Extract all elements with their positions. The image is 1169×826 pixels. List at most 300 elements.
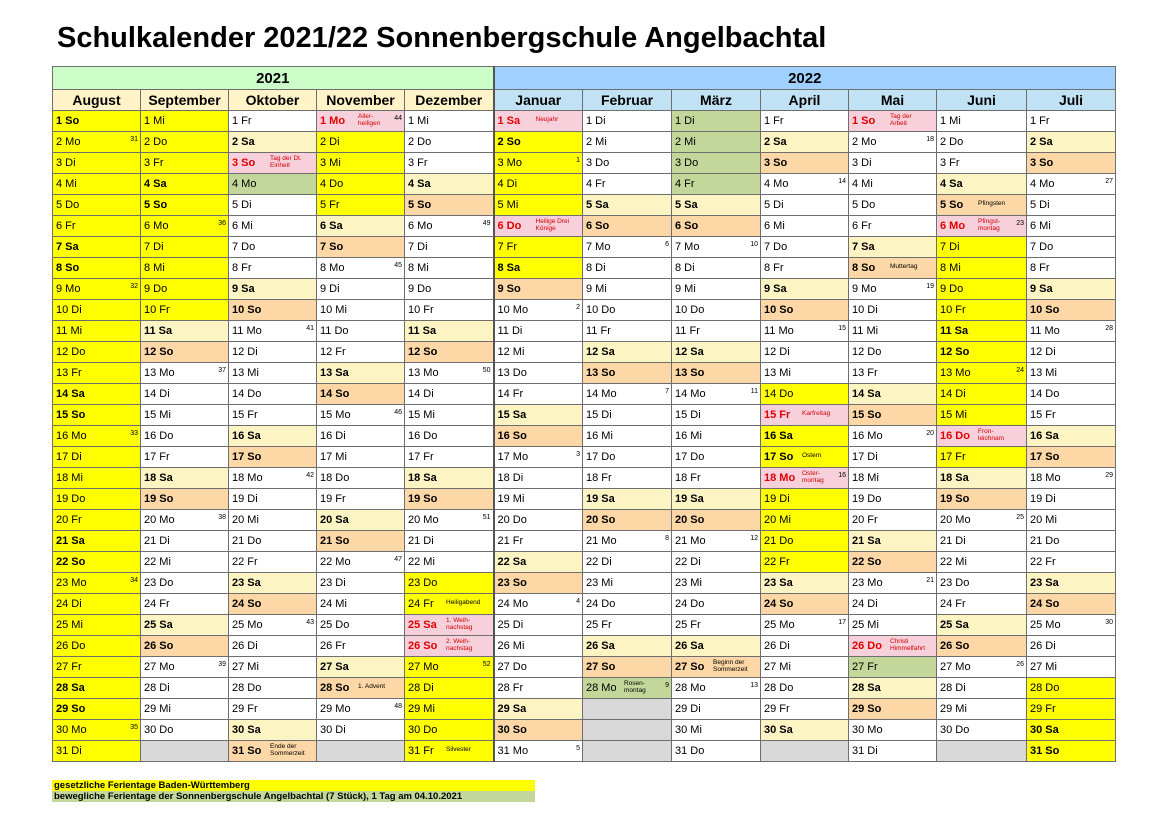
day-label: 5 Mi — [497, 199, 519, 211]
day-cell — [672, 384, 761, 405]
day-cell — [937, 426, 1027, 447]
day-label: 19 So — [144, 493, 174, 505]
day-label: 22 Mi — [144, 556, 171, 568]
day-label: 6 So — [675, 220, 699, 232]
day-label: 1 Di — [675, 115, 695, 127]
day-cell — [53, 615, 141, 636]
day-cell — [53, 195, 141, 216]
day-cell — [849, 132, 937, 153]
day-cell — [405, 573, 494, 594]
day-label: 10 Mi — [320, 304, 347, 316]
day-label: 11 Di — [497, 325, 523, 337]
day-cell — [849, 489, 937, 510]
day-label: 15 Sa — [497, 409, 527, 421]
day-cell — [141, 720, 229, 741]
table-row — [53, 594, 1116, 615]
day-cell — [317, 657, 405, 678]
day-cell — [937, 657, 1027, 678]
day-cell — [494, 531, 583, 552]
week-number: 7 — [665, 388, 669, 395]
day-label: 2 Do — [940, 136, 964, 148]
day-label: 9 Do — [940, 283, 964, 295]
day-label: 17 Mi — [320, 451, 347, 463]
day-label: 23 Mi — [675, 577, 702, 589]
day-label: 30 Di — [320, 724, 346, 736]
day-label: 9 Sa — [232, 283, 255, 295]
day-label: 26 Di — [1030, 640, 1056, 652]
day-cell — [672, 594, 761, 615]
day-cell — [53, 279, 141, 300]
day-label: 14 Di — [144, 388, 170, 400]
day-label: 4 Sa — [408, 178, 431, 190]
year-header: 2022 — [494, 67, 1116, 90]
day-label: 22 Di — [675, 556, 701, 568]
day-cell — [761, 216, 849, 237]
day-label: 21 So — [320, 535, 350, 547]
table-row — [53, 468, 1116, 489]
day-cell — [761, 132, 849, 153]
day-cell — [1027, 405, 1116, 426]
day-cell — [53, 153, 141, 174]
day-note: Ende der Sommerzeit — [270, 743, 305, 757]
day-label: 27 Mo — [940, 661, 971, 673]
day-label: 19 Mi — [497, 493, 525, 505]
day-cell — [583, 447, 672, 468]
day-label: 28 Do — [1030, 682, 1060, 694]
day-label: 1 Mi — [144, 115, 165, 127]
day-cell — [672, 342, 761, 363]
day-cell — [849, 552, 937, 573]
day-cell — [141, 132, 229, 153]
day-cell — [229, 174, 317, 195]
day-cell — [317, 447, 405, 468]
day-label: 26 Fr — [320, 640, 346, 652]
day-label: 7 So — [320, 241, 344, 253]
day-label: 24 Do — [675, 598, 705, 610]
day-cell — [583, 153, 672, 174]
day-cell — [229, 573, 317, 594]
day-cell — [937, 615, 1027, 636]
day-cell — [761, 573, 849, 594]
day-cell — [849, 384, 937, 405]
day-label: 6 Fr — [852, 220, 872, 232]
day-label: 17 Do — [586, 451, 616, 463]
day-cell — [583, 531, 672, 552]
day-label: 13 Do — [497, 367, 527, 379]
day-cell — [405, 300, 494, 321]
table-row — [53, 342, 1116, 363]
day-label: 23 Sa — [764, 577, 793, 589]
day-label: 14 Do — [1030, 388, 1060, 400]
day-label: 20 Mi — [764, 514, 791, 526]
day-label: 13 Fr — [56, 367, 82, 379]
day-label: 3 Di — [852, 157, 872, 169]
day-label: 14 So — [320, 388, 350, 400]
day-cell — [672, 300, 761, 321]
day-cell — [761, 699, 849, 720]
day-cell — [53, 342, 141, 363]
day-cell — [405, 447, 494, 468]
empty-cell — [317, 741, 405, 762]
day-label: 21 Di — [408, 535, 434, 547]
week-number: 10 — [750, 241, 758, 248]
day-cell — [494, 216, 583, 237]
day-label: 20 Mi — [1030, 514, 1057, 526]
day-cell — [317, 405, 405, 426]
day-label: 8 Mi — [408, 262, 429, 274]
day-label: 5 So — [940, 199, 964, 211]
day-cell — [317, 321, 405, 342]
day-cell — [494, 363, 583, 384]
day-label: 18 Mo — [232, 472, 263, 484]
day-cell — [53, 720, 141, 741]
week-number: 50 — [482, 367, 491, 374]
day-cell — [761, 237, 849, 258]
day-cell — [937, 111, 1027, 132]
day-label: 12 Di — [1030, 346, 1056, 358]
week-number: 46 — [394, 409, 402, 416]
day-cell — [141, 636, 229, 657]
day-label: 21 Do — [764, 535, 794, 547]
day-label: 30 Mi — [675, 724, 702, 736]
day-cell — [317, 594, 405, 615]
day-label: 24 So — [1030, 598, 1060, 610]
day-cell — [229, 741, 317, 762]
day-label: 15 Fr — [232, 409, 258, 421]
day-label: 17 Di — [56, 451, 82, 463]
day-label: 7 Di — [408, 241, 428, 253]
day-label: 30 Mo — [852, 724, 883, 736]
day-cell — [761, 321, 849, 342]
day-cell — [761, 174, 849, 195]
day-cell — [53, 132, 141, 153]
day-cell — [1027, 531, 1116, 552]
day-label: 1 Mo — [320, 115, 346, 127]
day-cell — [761, 615, 849, 636]
day-label: 31 So — [1030, 745, 1060, 757]
day-cell — [849, 741, 937, 762]
day-label: 25 Mi — [852, 619, 879, 631]
empty-cell — [583, 699, 672, 720]
table-row — [53, 279, 1116, 300]
day-cell — [937, 468, 1027, 489]
day-cell — [937, 384, 1027, 405]
day-cell — [937, 342, 1027, 363]
year-header: 2021 — [53, 67, 494, 90]
day-cell — [494, 153, 583, 174]
day-cell — [494, 699, 583, 720]
day-label: 4 Mi — [852, 178, 873, 190]
day-label: 30 Do — [940, 724, 970, 736]
day-label: 13 Mi — [764, 367, 791, 379]
day-cell — [583, 174, 672, 195]
day-note: Tag der Arbeit — [890, 113, 912, 127]
day-label: 7 Sa — [852, 241, 875, 253]
day-cell — [53, 573, 141, 594]
day-label: 1 So — [56, 115, 80, 127]
day-label: 3 Do — [675, 157, 699, 169]
day-label: 6 Mi — [232, 220, 253, 232]
day-cell — [849, 699, 937, 720]
day-label: 28 Di — [940, 682, 966, 694]
day-label: 21 Do — [1030, 535, 1060, 547]
day-cell — [317, 678, 405, 699]
day-label: 10 Mo — [497, 304, 529, 316]
day-cell — [229, 405, 317, 426]
day-label: 6 Fr — [56, 220, 76, 232]
day-label: 27 So — [586, 661, 616, 673]
day-cell — [494, 594, 583, 615]
day-label: 13 So — [586, 367, 616, 379]
day-label: 19 Do — [852, 493, 882, 505]
day-cell — [405, 720, 494, 741]
day-cell — [494, 237, 583, 258]
day-label: 23 Do — [408, 577, 438, 589]
day-cell — [405, 132, 494, 153]
day-cell — [405, 552, 494, 573]
day-label: 17 So — [1030, 451, 1060, 463]
day-label: 11 Sa — [408, 325, 437, 337]
day-label: 3 Mi — [320, 157, 341, 169]
week-number: 3 — [576, 451, 580, 458]
day-label: 20 Mo — [940, 514, 971, 526]
day-label: 19 Fr — [320, 493, 346, 505]
week-number: 9 — [665, 682, 669, 689]
day-label: 2 Do — [408, 136, 432, 148]
day-note: Pfingsten — [978, 200, 1006, 207]
day-label: 4 Di — [497, 178, 518, 190]
day-label: 1 Fr — [232, 115, 252, 127]
day-cell — [494, 258, 583, 279]
day-cell — [761, 384, 849, 405]
month-header: Februar — [583, 90, 672, 111]
day-label: 5 Di — [764, 199, 784, 211]
day-cell — [672, 510, 761, 531]
table-row — [53, 489, 1116, 510]
legend — [52, 780, 535, 802]
day-label: 8 Mi — [144, 262, 165, 274]
day-label: 11 Mo — [764, 325, 794, 337]
day-cell — [317, 279, 405, 300]
day-cell — [317, 153, 405, 174]
day-label: 29 Mi — [940, 703, 967, 715]
month-header: Juni — [937, 90, 1027, 111]
week-number: 16 — [838, 472, 846, 479]
day-label: 16 So — [497, 430, 527, 442]
day-cell — [141, 657, 229, 678]
day-cell — [761, 510, 849, 531]
day-cell — [229, 153, 317, 174]
month-header: Oktober — [229, 90, 317, 111]
day-cell — [317, 195, 405, 216]
week-number: 21 — [926, 577, 934, 584]
day-cell — [937, 300, 1027, 321]
week-number: 13 — [750, 682, 758, 689]
week-number: 26 — [1016, 661, 1024, 668]
day-cell — [672, 216, 761, 237]
day-note: Neujahr — [535, 116, 559, 123]
day-cell — [1027, 384, 1116, 405]
week-number: 1 — [576, 157, 580, 164]
day-cell — [583, 510, 672, 531]
day-cell — [761, 657, 849, 678]
week-number: 45 — [394, 262, 402, 269]
day-label: 19 Sa — [586, 493, 615, 505]
month-header: September — [141, 90, 229, 111]
day-cell — [53, 447, 141, 468]
day-label: 24 Fr — [940, 598, 966, 610]
day-cell — [583, 195, 672, 216]
day-cell — [1027, 195, 1116, 216]
day-cell — [53, 531, 141, 552]
day-cell — [583, 573, 672, 594]
day-cell — [317, 720, 405, 741]
day-label: 22 Sa — [497, 556, 527, 568]
day-label: 6 Mo — [144, 220, 169, 232]
day-cell — [405, 258, 494, 279]
empty-cell — [141, 741, 229, 762]
day-cell — [405, 174, 494, 195]
day-cell — [141, 426, 229, 447]
day-cell — [761, 678, 849, 699]
day-label: 2 Do — [144, 136, 168, 148]
day-label: 9 Mi — [586, 283, 607, 295]
day-cell — [494, 510, 583, 531]
day-cell — [141, 174, 229, 195]
day-label: 12 So — [144, 346, 174, 358]
day-label: 16 Mi — [675, 430, 702, 442]
day-cell — [317, 300, 405, 321]
day-cell — [53, 636, 141, 657]
day-label: 31 Di — [56, 745, 82, 757]
day-label: 11 Fr — [586, 325, 611, 337]
day-cell — [405, 153, 494, 174]
week-number: 29 — [1105, 472, 1113, 479]
day-cell — [937, 153, 1027, 174]
day-cell — [229, 720, 317, 741]
day-label: 15 So — [852, 409, 882, 421]
day-cell — [405, 615, 494, 636]
day-label: 11 Do — [320, 325, 349, 337]
day-cell — [937, 552, 1027, 573]
day-label: 21 Do — [232, 535, 262, 547]
table-row — [53, 678, 1116, 699]
week-number: 14 — [838, 178, 846, 185]
day-label: 28 Mo — [675, 682, 706, 694]
day-cell — [761, 153, 849, 174]
day-cell — [583, 111, 672, 132]
day-label: 10 So — [1030, 304, 1060, 316]
day-label: 25 Do — [320, 619, 350, 631]
day-label: 14 Fr — [497, 388, 524, 400]
day-label: 25 Fr — [586, 619, 612, 631]
day-cell — [583, 216, 672, 237]
day-label: 13 Mo — [940, 367, 971, 379]
day-cell — [672, 195, 761, 216]
day-label: 15 Mi — [940, 409, 967, 421]
day-label: 31 So — [232, 745, 262, 757]
day-label: 22 Di — [586, 556, 612, 568]
day-label: 8 Di — [675, 262, 695, 274]
day-label: 14 Di — [940, 388, 966, 400]
day-cell — [317, 174, 405, 195]
day-cell — [583, 636, 672, 657]
day-cell — [849, 657, 937, 678]
day-label: 4 Mo — [1030, 178, 1055, 190]
day-cell — [494, 384, 583, 405]
table-row — [53, 657, 1116, 678]
day-cell — [937, 258, 1027, 279]
day-cell — [672, 657, 761, 678]
week-number: 19 — [926, 283, 934, 290]
day-cell — [761, 363, 849, 384]
day-label: 29 Mi — [408, 703, 435, 715]
day-cell — [141, 363, 229, 384]
table-row — [53, 153, 1116, 174]
month-header: April — [761, 90, 849, 111]
day-label: 26 Sa — [675, 640, 704, 652]
day-label: 24 Mo — [497, 598, 529, 610]
day-label: 24 Do — [586, 598, 616, 610]
day-cell — [1027, 447, 1116, 468]
day-label: 9 So — [497, 283, 521, 295]
day-cell — [141, 699, 229, 720]
day-cell — [1027, 153, 1116, 174]
day-cell — [672, 258, 761, 279]
day-label: 7 Do — [1030, 241, 1054, 253]
day-label: 7 Di — [144, 241, 164, 253]
day-cell — [849, 237, 937, 258]
day-label: 11 Sa — [144, 325, 173, 337]
day-label: 26 Do — [56, 640, 86, 652]
day-cell — [229, 426, 317, 447]
month-header: Juli — [1027, 90, 1116, 111]
day-cell — [672, 363, 761, 384]
day-label: 1 Di — [586, 115, 606, 127]
day-cell — [405, 489, 494, 510]
day-label: 5 Di — [232, 199, 252, 211]
day-note: Fron- leichnam — [978, 428, 1005, 442]
day-label: 15 Di — [675, 409, 701, 421]
day-label: 22 So — [852, 556, 882, 568]
day-label: 15 So — [56, 409, 86, 421]
day-label: 2 Di — [320, 136, 340, 148]
day-label: 12 So — [940, 346, 970, 358]
day-cell — [937, 531, 1027, 552]
day-cell — [761, 636, 849, 657]
day-cell — [141, 678, 229, 699]
day-label: 23 Sa — [1030, 577, 1059, 589]
day-cell — [229, 615, 317, 636]
day-cell — [229, 195, 317, 216]
day-cell — [672, 132, 761, 153]
day-label: 16 Sa — [232, 430, 261, 442]
day-cell — [849, 594, 937, 615]
day-label: 2 Sa — [232, 136, 255, 148]
week-number: 37 — [218, 367, 226, 374]
day-label: 29 Fr — [232, 703, 258, 715]
day-label: 15 Fr — [1030, 409, 1056, 421]
day-cell — [229, 111, 317, 132]
table-row — [53, 699, 1116, 720]
day-cell — [849, 300, 937, 321]
day-cell — [229, 678, 317, 699]
day-label: 5 Fr — [320, 199, 340, 211]
day-label: 18 Sa — [408, 472, 437, 484]
day-label: 23 Mo — [852, 577, 883, 589]
day-label: 12 So — [408, 346, 438, 358]
day-label: 26 So — [408, 640, 438, 652]
